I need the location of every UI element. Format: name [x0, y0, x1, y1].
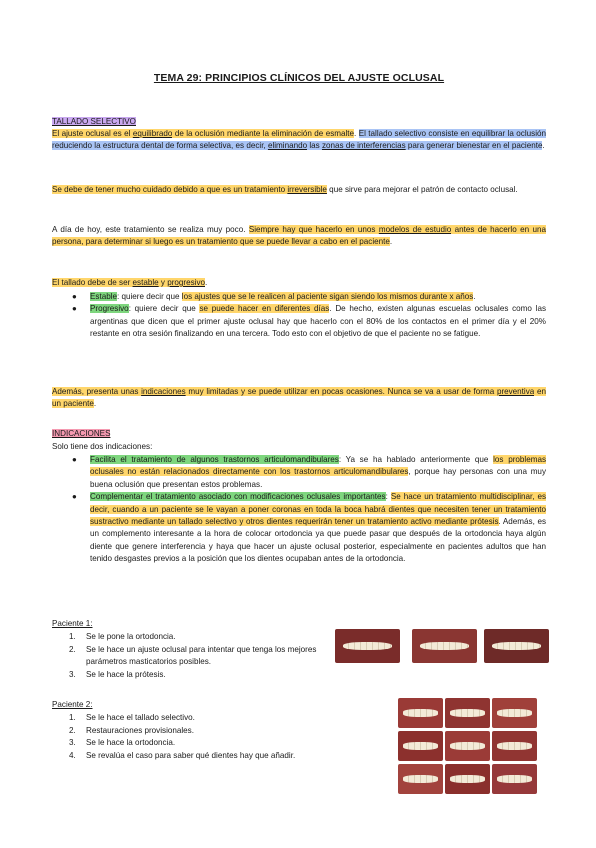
step-text: Se le hace el tallado selectivo.	[86, 713, 195, 722]
text-segment: patrón de contacto oclusal.	[418, 185, 518, 194]
text-segment: , porque hay personas con una muy buena oclusión que presentan estos problemas.	[90, 467, 546, 489]
page-title: TEMA 29: PRINCIPIOS CLÍNICOS DEL AJUSTE OCLUSAL	[153, 72, 445, 84]
paragraph-indicaciones-limitadas	[52, 386, 546, 411]
paciente2-step	[52, 725, 342, 738]
teeth-shape	[403, 742, 437, 749]
paciente2-step	[52, 737, 342, 750]
paragraph-modelos-estudio	[52, 224, 546, 249]
teeth-shape	[420, 642, 469, 650]
text-segment: Se debe de tener mucho cuidado debido a que es un tratamiento	[52, 185, 288, 194]
text-segment: para generar bienestar en el paciente	[405, 141, 543, 151]
text-segment: .	[205, 278, 208, 287]
text-segment: . Además, es un complemento interesante a la hora de colocar ortodoncia ya que puede pasar que después de la ortodoncia haya algún diente que genere interferencia y haya que hacer un ajuste oclusal posterior, especialmente en pacientes adultos que han tenido desgastes previos a la posición que los dientes ocupaban antes de la ortodoncia.	[90, 517, 546, 564]
text-segment: irreversible	[287, 185, 327, 194]
teeth-shape	[403, 709, 437, 716]
paciente2-steps	[52, 712, 342, 762]
text-segment: :	[385, 492, 391, 502]
teeth-shape	[403, 775, 437, 782]
paragraph-ajuste-oclusal	[52, 128, 546, 153]
bullet-icon: ●	[72, 292, 77, 301]
dental-photo-orthodontics-occlusal	[484, 629, 549, 663]
list-item-progresivo	[52, 303, 546, 340]
text-segment: los ajustes que se le realicen al paciente sigan siendo los mismos durante x años	[181, 292, 474, 301]
teeth-shape	[497, 775, 531, 782]
text-segment: El tallado debe de ser	[52, 278, 133, 287]
dental-photo-case-5	[445, 731, 490, 761]
text-segment: estable	[132, 278, 159, 287]
dental-photo-case-9	[492, 764, 537, 794]
bullet-icon: ●	[72, 492, 77, 502]
text-segment: muy limitadas y se puede utilizar en pocas ocasiones. Nunca se va a usar de forma	[185, 387, 497, 396]
dental-photo-case-8	[445, 764, 490, 794]
text-segment: las	[307, 141, 322, 151]
paciente1-step	[52, 669, 342, 682]
step-number: 4.	[69, 750, 76, 760]
step-number: 3.	[69, 669, 76, 679]
step-text: Se revalúa el caso para saber qué dientes hay que añadir.	[86, 750, 296, 760]
list-indicaciones	[52, 454, 546, 566]
dental-photo-case-7	[398, 764, 443, 794]
text-segment: equilibrado	[132, 129, 173, 138]
text-segment: Estable	[90, 292, 117, 301]
text-segment: .	[389, 237, 393, 247]
dental-photo-case-6	[492, 731, 537, 761]
tallado-heading: TALLADO SELECTIVO	[52, 117, 136, 126]
text-segment: se puede hacer en diferentes días	[199, 304, 330, 314]
list-item-estable	[52, 291, 546, 303]
dental-photo-case-2	[445, 698, 490, 728]
teeth-shape	[450, 775, 484, 782]
paciente2-step	[52, 712, 342, 725]
dental-photo-case-3	[492, 698, 537, 728]
list-item-trastornos	[52, 454, 546, 491]
text-segment: progresivo	[167, 278, 205, 287]
teeth-shape	[343, 642, 392, 650]
step-number: 1.	[69, 713, 76, 722]
paciente1-heading: Paciente 1:	[52, 619, 93, 628]
text-segment: Facilita el tratamiento de algunos trastornos articulomandibulares	[90, 455, 339, 464]
step-text: Se le hace la ortodoncia.	[86, 738, 176, 748]
paciente1-step	[52, 631, 342, 644]
text-segment: de la oclusión mediante la eliminación de esmalte	[172, 129, 355, 138]
bullet-icon: ●	[72, 455, 77, 464]
dental-photo-orthodontics-frontal	[335, 629, 400, 663]
text-segment: Siempre hay que hacerlo en unos	[248, 225, 379, 234]
text-segment: .	[93, 399, 97, 409]
text-segment: : quiere decir que	[117, 292, 182, 301]
teeth-shape	[497, 709, 531, 716]
text-segment: Complementar el tratamiento asociado con modificaciones oclusales importantes	[90, 492, 386, 502]
dental-photo-orthodontics-lateral	[412, 629, 477, 663]
step-number: 1.	[69, 632, 76, 641]
text-segment: .	[354, 129, 359, 138]
paciente2-step	[52, 750, 342, 763]
text-segment: indicaciones	[141, 387, 186, 396]
text-segment: El tallado selectivo consiste en equilibrar la oclusión reduciendo la estructura dental de forma selectiva, es decir,	[52, 129, 546, 151]
text-segment: : quiere decir que	[128, 304, 200, 314]
paragraph-estable-progresivo	[52, 277, 546, 289]
step-text: Se le pone la ortodoncia.	[86, 632, 176, 641]
text-segment: : Ya se ha hablado anteriormente que	[338, 455, 494, 464]
paciente1-steps	[52, 631, 342, 681]
text-segment: eliminando	[267, 141, 308, 151]
indicaciones-intro: Solo tiene dos indicaciones:	[52, 442, 153, 451]
text-segment: antes de hacerlo en una persona, para determinar si luego es un tratamiento que se puede llevar a cabo en el paciente	[52, 225, 546, 247]
text-segment: preventiva	[496, 387, 535, 396]
teeth-shape	[497, 742, 531, 749]
step-text: Se le hace la prótesis.	[86, 669, 166, 679]
text-segment: en un paciente	[52, 387, 546, 409]
text-segment: Se hace un tratamiento multidisciplinar, es decir, cuando a un paciente se le vayan a poner coronas en toda la boca habrá dientes que necesiten tener un tratamiento sustractivo mediante un tallado selectivo y otros dientes requerirán tener un tratamiento activo mediante prótesis	[90, 492, 546, 527]
paciente1-step	[52, 644, 342, 669]
paragraph-irreversible	[52, 184, 546, 196]
step-text: Restauraciones provisionales.	[86, 725, 194, 735]
indicaciones-heading: INDICACIONES	[52, 429, 111, 438]
teeth-shape	[450, 709, 484, 716]
text-segment: Además, presenta unas	[52, 387, 142, 396]
section-heading-tallado	[52, 116, 546, 128]
dental-photo-case-4	[398, 731, 443, 761]
text-segment: que sirve para mejorar el	[326, 185, 419, 194]
list-tallado-properties	[52, 291, 546, 341]
text-segment: El ajuste oclusal es el	[52, 129, 133, 138]
step-number: 2.	[69, 644, 76, 654]
text-segment: . De hecho, existen algunas escuelas oclusales como las argentinas que dicen que el primer ajuste oclusal hay que hacerlo con el 80% de los contactos en el primer día y el 20% restante en otra sesión finalizando en una tercera. Todo esto con el objetivo de que el paciente no se fatigue.	[90, 304, 547, 339]
text-segment: A día de hoy, este tratamiento se realiza muy poco.	[52, 225, 249, 234]
teeth-shape	[450, 742, 484, 749]
text-segment: y	[158, 278, 168, 287]
step-number: 2.	[69, 725, 76, 735]
text-segment: los problemas oclusales no están relacionados directamente con los trastornos articulomandibulares	[90, 455, 546, 477]
text-segment: Progresivo	[90, 304, 129, 314]
text-segment: .	[473, 292, 476, 301]
teeth-shape	[492, 642, 541, 650]
text-segment: .	[542, 141, 545, 151]
step-number: 3.	[69, 738, 76, 748]
paciente2-heading: Paciente 2:	[52, 700, 93, 709]
text-segment: modelos de estudio	[378, 225, 452, 234]
list-item-complementar	[52, 491, 546, 565]
bullet-icon: ●	[72, 304, 77, 314]
dental-photo-case-1	[398, 698, 443, 728]
section-heading-indicaciones	[52, 428, 546, 440]
step-text: Se le hace un ajuste oclusal para intentar que tenga los mejores parámetros masticatorios posibles.	[86, 644, 317, 667]
text-segment: zonas de interferencias	[321, 141, 406, 151]
